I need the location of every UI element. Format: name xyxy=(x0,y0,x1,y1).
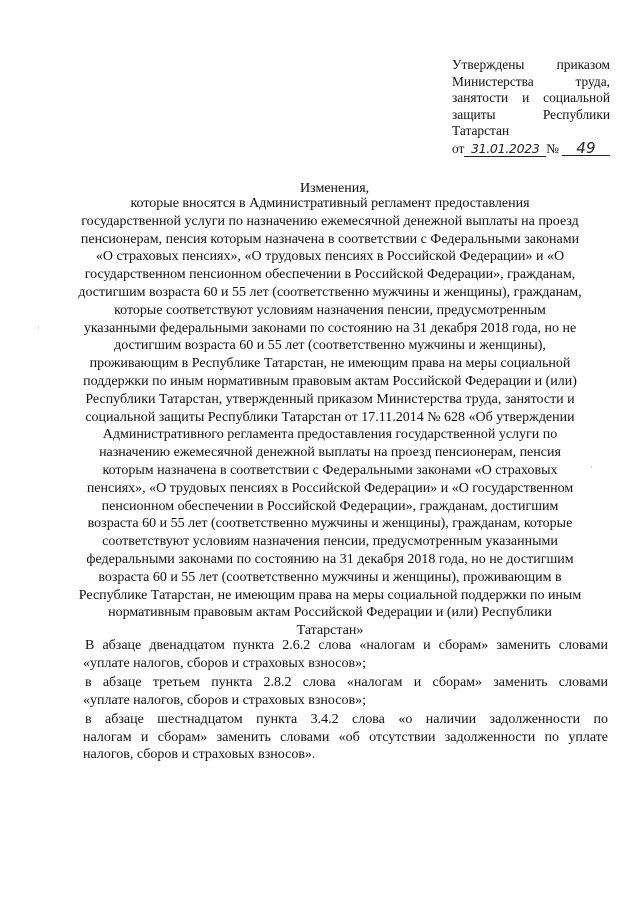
paragraph-continuation: «уплате налогов, сборов и страховых взносов»; xyxy=(83,655,366,671)
title-line: возраста 60 и 55 лет (соответственно мужчины и женщины), гражданам, которые xyxy=(87,516,573,532)
title-line: федеральными законами по состоянию на 31 декабря 2018 года, но не достигшим xyxy=(86,551,574,567)
approval-stamp xyxy=(452,57,610,158)
title-line: которые вносятся в Административный регламент предоставления xyxy=(130,196,530,211)
title-line: которым назначена в соответствии с Федеральными законами «О страховых xyxy=(102,462,558,478)
title-line: Административного регламента предоставления государственной услуги по xyxy=(102,427,558,443)
title-line: государственной услуги по назначению ежемесячной денежной выплаты на проезд xyxy=(81,213,579,229)
paragraph-continuation: «уплате налогов, сборов и страховых взносов»; xyxy=(83,692,366,708)
title-line: социальной защиты Республики Татарстан от 17.11.2014 № 628 «Об утверждении xyxy=(85,409,575,425)
approval-line: защиты Республики xyxy=(452,106,610,122)
title-line: Татарстан» xyxy=(296,623,364,639)
title-line: пенсиях», «О трудовых пенсиях в Российской Федерации» и «О государственном xyxy=(86,480,574,496)
scan-speck: · xyxy=(590,462,593,472)
title-line: соответствуют условиям назначения пенсии, предусмотренным указанными xyxy=(102,534,558,550)
title-line: проживающим в Республике Татарстан, не имеющим права на меры социальной xyxy=(89,356,571,372)
date-prefix: от xyxy=(452,140,465,156)
title-line: пенсионерам, пенсия которым назначена в соответствии с Федеральными законами xyxy=(80,231,580,247)
handwritten-number: 49 xyxy=(562,141,610,156)
title-line: нормативным правовым актам Российской Федерации и (или) Республики xyxy=(108,605,552,621)
document-title-block xyxy=(55,195,605,640)
paragraph-first-line: в абзаце третьем пункта 2.8.2 слова «налогам и сборам» заменить словами xyxy=(85,675,608,690)
title-line: достигшим возраста 60 и 55 лет (соответственно мужчины и женщины), гражданам, xyxy=(78,284,582,300)
title-line: государственном пенсионном обеспечении в Российской Федерации», гражданам, xyxy=(84,267,576,283)
title-line: возраста 60 и 55 лет (соответственно мужчины и женщины), проживающим в xyxy=(98,569,562,585)
scan-speck: · xyxy=(37,323,40,333)
title-line: Республике Татарстан, не имеющим права на меры социальной поддержки по иным xyxy=(78,587,582,603)
title-line: достигшим возраста 60 и 55 лет (соответственно мужчины и женщины), xyxy=(114,338,546,354)
approval-line: Министерства труда, xyxy=(452,73,610,89)
paragraph-first-line: в абзаце шестнадцатом пункта 3.4.2 слова «о наличии задолженности по xyxy=(85,712,608,727)
document-body xyxy=(85,637,608,766)
document-heading: Изменения, xyxy=(300,181,370,196)
title-line: которые соответствуют условиям назначения пенсии, предусмотренным xyxy=(114,302,546,318)
amendment-paragraph xyxy=(85,674,608,709)
title-line: пенсионном обеспечении в Российской Федерации», гражданам, достигшим xyxy=(101,498,559,514)
number-sign: № xyxy=(546,140,559,156)
paragraph-continuation: налогам и сборам» заменить словами «об отсутствии задолженности по уплате налогов, сборов и страховых взносов». xyxy=(83,729,608,762)
title-line: поддержки по иным нормативным правовым актам Российской Федерации и (или) xyxy=(83,373,577,389)
approval-line: занятости и социальной xyxy=(452,90,610,106)
amendment-paragraph xyxy=(85,711,608,764)
approval-line: Утверждены приказом xyxy=(452,57,610,72)
title-line: «О страховых пенсиях», «О трудовых пенсиях в Российской Федерации» и «О xyxy=(95,249,565,265)
approval-line: Татарстан xyxy=(452,123,510,139)
title-line: назначению ежемесячной денежной выплаты на проезд пенсионерам, пенсия xyxy=(99,445,561,461)
paragraph-first-line: В абзаце двенадцатом пункта 2.6.2 слова «налогам и сборам» заменить словами xyxy=(85,638,608,653)
title-line: указанными федеральными законами по состоянию на 31 декабря 2018 года, но не xyxy=(83,320,577,336)
approval-date-line xyxy=(452,138,610,158)
title-line: Республики Татарстан, утвержденный приказом Министерства труда, занятости и xyxy=(85,391,575,407)
handwritten-date: 31.01.2023 xyxy=(464,142,546,157)
amendment-paragraph xyxy=(85,637,608,672)
